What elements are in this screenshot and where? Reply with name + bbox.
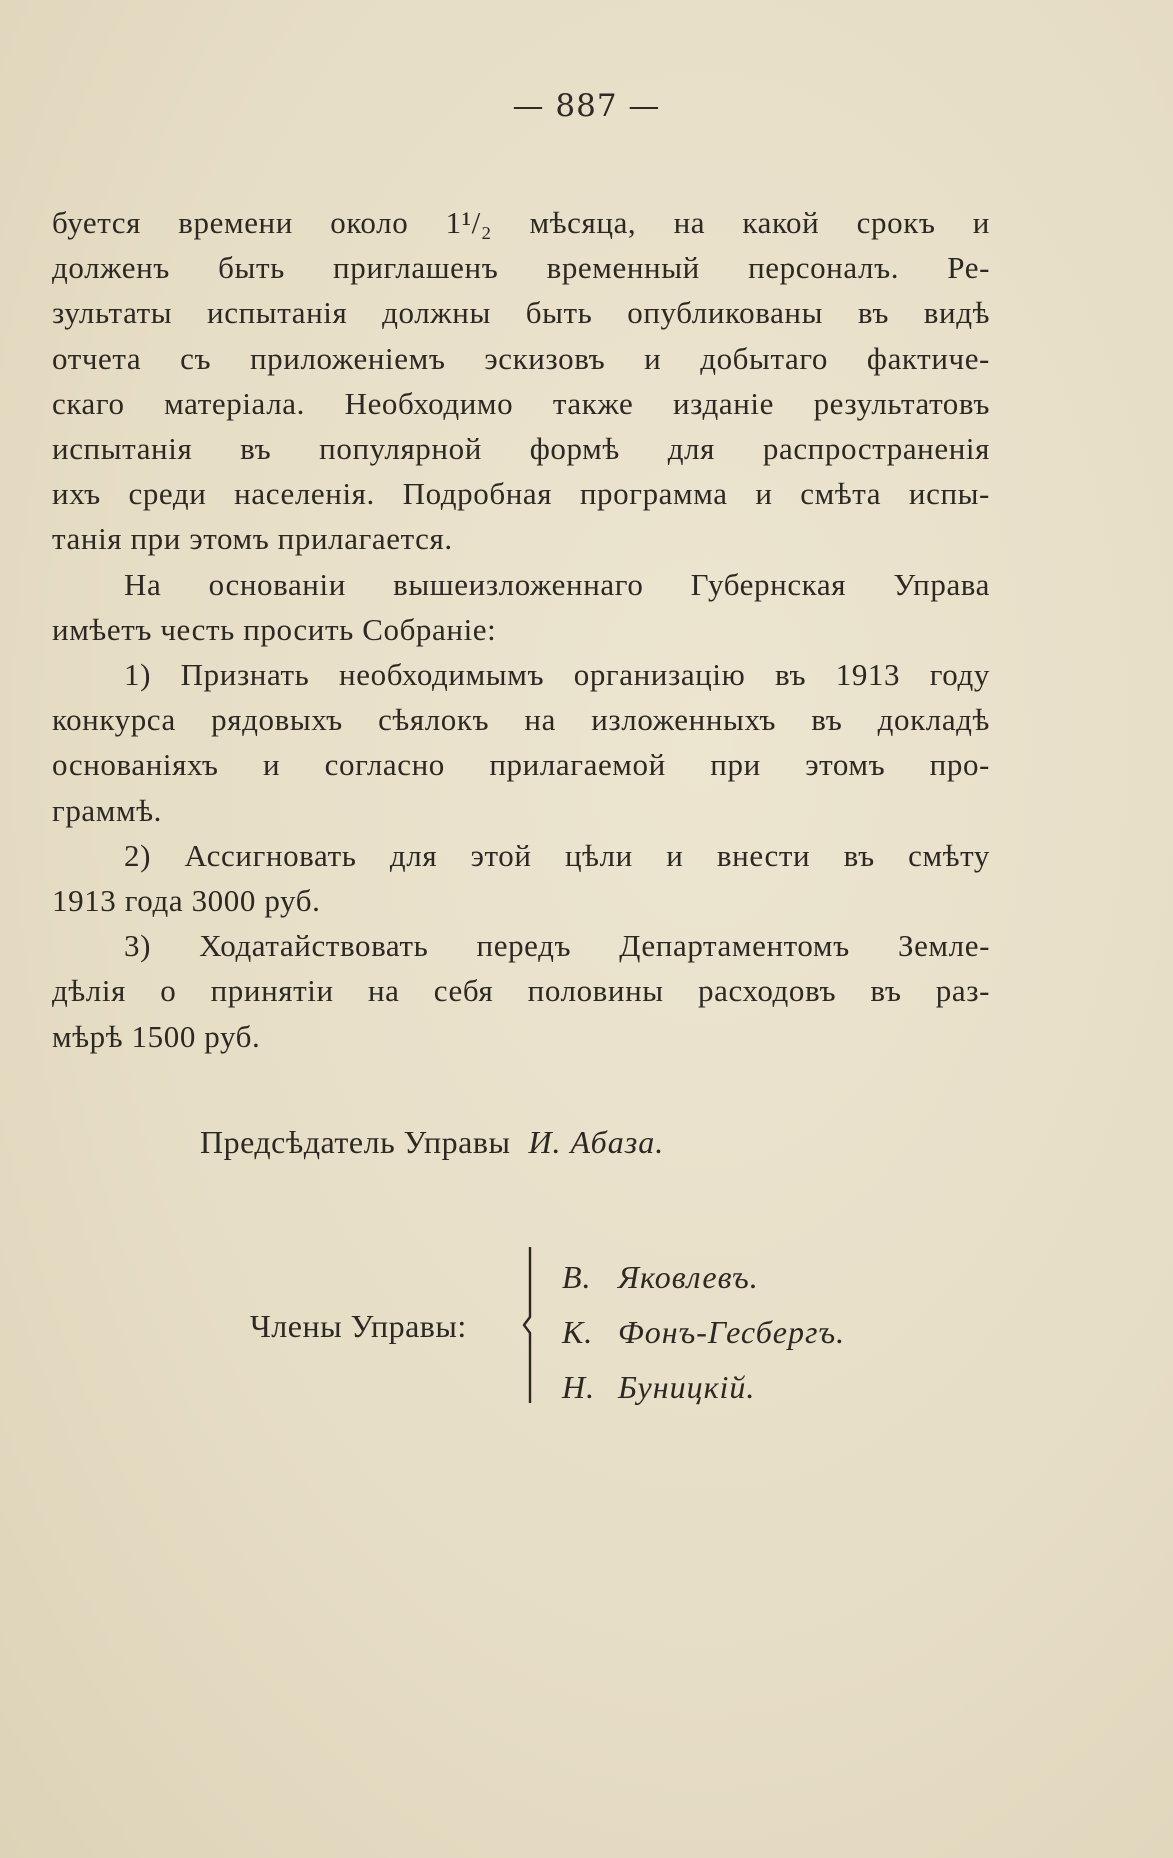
page-number: — 887 — bbox=[512, 88, 661, 124]
member-initial: К. bbox=[562, 1314, 594, 1350]
members-label: Члены Управы: bbox=[250, 1308, 467, 1344]
chairman-signature-line bbox=[200, 1124, 664, 1161]
text-line: зультаты испытанія должны быть опубликованы въ видѣ bbox=[52, 295, 990, 331]
text-line: основаніяхъ и согласно прилагаемой при этомъ про- bbox=[52, 747, 990, 783]
text-line: имѣетъ честь просить Собраніе: bbox=[52, 611, 497, 647]
text-line: буется времени около 1¹/₂ мѣсяца, на какой срокъ и bbox=[52, 205, 990, 240]
member-name: Яковлевъ. bbox=[618, 1259, 759, 1295]
curly-brace-icon bbox=[520, 1245, 534, 1405]
text-line: долженъ быть приглашенъ временный персоналъ. Ре- bbox=[52, 250, 990, 286]
chairman-label: Предсѣдатель Управы bbox=[200, 1124, 511, 1160]
text-line: дѣлія о принятіи на себя половины расходовъ въ раз- bbox=[52, 973, 990, 1009]
text-line: танія при этомъ прилагается. bbox=[52, 521, 453, 557]
text-line: мѣрѣ 1500 руб. bbox=[52, 1018, 261, 1054]
text-line: 1913 года 3000 руб. bbox=[52, 883, 321, 919]
member-row bbox=[562, 1305, 845, 1360]
text-line: конкурса рядовыхъ сѣялокъ на изложенныхъ въ докладѣ bbox=[52, 702, 990, 738]
text-line: 2) Ассигновать для этой цѣли и внести въ смѣту bbox=[124, 837, 990, 873]
text-line: испытанія въ популярной формѣ для распространенія bbox=[52, 431, 990, 467]
paragraph-2 bbox=[52, 562, 990, 652]
members-list bbox=[562, 1250, 845, 1415]
paragraph-1 bbox=[52, 200, 990, 562]
member-name: Фонъ-Гесбергъ. bbox=[618, 1314, 846, 1350]
text-line: 1) Признать необходимымъ организацію въ 1913 году bbox=[124, 657, 990, 693]
member-initial: В. bbox=[562, 1259, 592, 1295]
text-line: скаго матеріала. Необходимо также изданіе результатовъ bbox=[52, 385, 990, 421]
text-line: ихъ среди населенія. Подробная программа и смѣта испы- bbox=[52, 476, 990, 512]
chairman-signature: И. Абаза. bbox=[528, 1124, 665, 1160]
text-line: 3) Ходатайствовать передъ Департаментомъ Земле- bbox=[124, 928, 990, 964]
paragraph-5 bbox=[52, 923, 990, 1059]
member-row bbox=[562, 1360, 845, 1415]
member-row bbox=[562, 1250, 845, 1305]
body-text bbox=[52, 200, 990, 1059]
member-initial: Н. bbox=[562, 1369, 596, 1405]
paragraph-4 bbox=[52, 833, 990, 923]
member-name: Буницкій. bbox=[618, 1369, 756, 1405]
text-line: На основаніи вышеизложеннаго Губернская Управа bbox=[124, 566, 990, 602]
paragraph-3 bbox=[52, 652, 990, 833]
text-line: граммѣ. bbox=[52, 792, 162, 828]
text-line: отчета съ приложеніемъ эскизовъ и добытаго фактиче- bbox=[52, 340, 990, 376]
